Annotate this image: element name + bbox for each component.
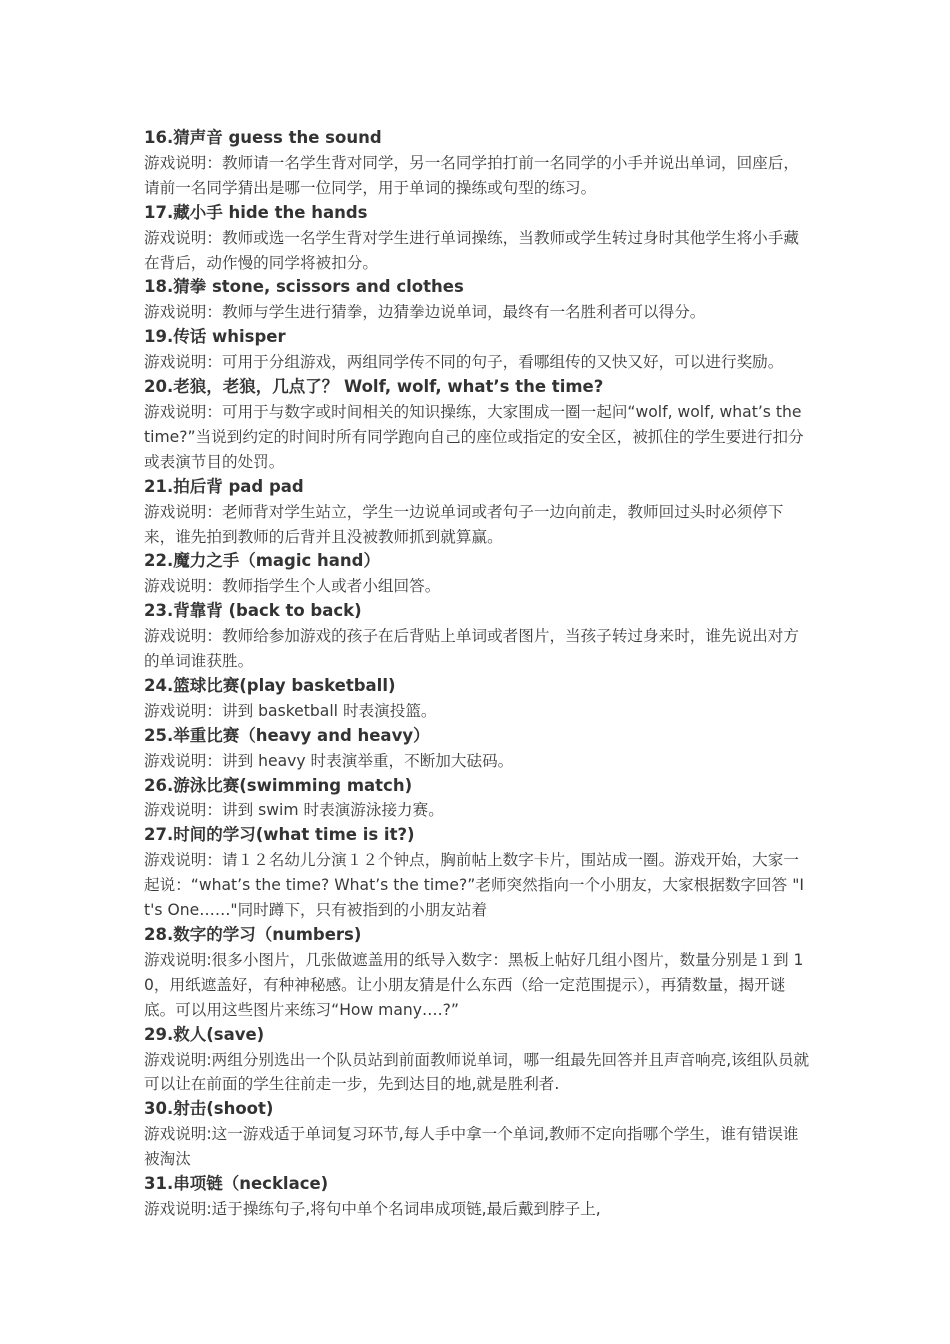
game-heading: 18.猜拳 stone, scissors and clothes — [144, 277, 464, 297]
game-entry-20 — [144, 375, 810, 475]
game-heading: 31.串项链（necklace) — [144, 1174, 329, 1194]
game-heading: 19.传话 whisper — [144, 327, 286, 347]
game-description: 游戏说明：请１２名幼儿分演１２个钟点，胸前帖上数字卡片，围站成一圈。游戏开始，大家一起说：“what’s the time? What’s the time?”老师突然指向一个小朋友，大家根据数字回答 "It's One……"同时蹲下，只有被指到的小朋友站着 — [144, 851, 804, 920]
game-entry-23 — [144, 599, 810, 674]
game-entry-19 — [144, 325, 810, 375]
game-heading: 17.藏小手 hide the hands — [144, 202, 368, 222]
game-heading: 28.数字的学习（numbers) — [144, 925, 362, 944]
game-description: 游戏说明：教师给参加游戏的孩子在后背贴上单词或者图片，当孩子转过身来时，谁先说出对方的单词谁获胜。 — [144, 627, 799, 671]
game-entry-21 — [144, 475, 810, 550]
document-page — [144, 126, 810, 1222]
game-description: 游戏说明:适于操练句子,将句中单个名词串成项链,最后戴到脖子上, — [144, 1199, 601, 1218]
game-description: 游戏说明:很多小图片，几张做遮盖用的纸导入数字：黑板上帖好几组小图片，数量分别是１到 10，用纸遮盖好，有种神秘感。让小朋友猜是什么东西（给一定范围提示），再猜数量，揭开谜底。可以用这些图片来练习“How many….?” — [144, 950, 804, 1019]
game-description: 游戏说明：讲到 swim 时表演游泳接力赛。 — [144, 801, 444, 820]
game-heading: 22.魔力之手（magic hand） — [144, 551, 380, 571]
game-entry-24 — [144, 674, 810, 724]
game-heading: 23.背靠背 (back to back) — [144, 601, 362, 621]
game-entry-16 — [144, 126, 810, 201]
game-entry-17 — [144, 201, 810, 276]
game-heading: 26.游泳比赛(swimming match) — [144, 775, 413, 795]
game-entry-28 — [144, 923, 810, 1023]
game-entry-31 — [144, 1172, 810, 1222]
game-heading: 16.猜声音 guess the sound — [144, 128, 382, 147]
game-description: 游戏说明：可用于与数字或时间相关的知识操练，大家围成一圈一起问“wolf, wolf, what’s the time?”当说到约定的时间时所有同学跑向自己的座位或指定的安全区，被抓住的学生要进行扣分或表演节目的处罚。 — [144, 402, 804, 471]
game-heading: 29.救人(save) — [144, 1024, 265, 1044]
game-entry-27 — [144, 823, 810, 923]
game-description: 游戏说明：教师与学生进行猜拳，边猜拳边说单词，最终有一名胜利者可以得分。 — [144, 303, 706, 322]
game-description: 游戏说明：老师背对学生站立，学生一边说单词或者句子一边向前走，教师回过头时必须停下来，谁先拍到教师的后背并且没被教师抓到就算赢。 — [144, 502, 784, 546]
game-description: 游戏说明:这一游戏适于单词复习环节,每人手中拿一个单词,教师不定向指哪个学生，谁有错误谁被淘汰 — [144, 1125, 799, 1169]
game-description: 游戏说明：可用于分组游戏，两组同学传不同的句子，看哪组传的又快又好，可以进行奖励。 — [144, 353, 784, 372]
game-description: 游戏说明：讲到 basketball 时表演投篮。 — [144, 701, 437, 720]
game-heading: 30.射击(shoot) — [144, 1099, 274, 1119]
game-entry-30 — [144, 1097, 810, 1172]
game-heading: 25.举重比赛（heavy and heavy） — [144, 725, 430, 745]
game-description: 游戏说明：教师请一名学生背对同学，另一名同学拍打前一名同学的小手并说出单词，回座后，请前一名同学猜出是哪一位同学，用于单词的操练或句型的练习。 — [144, 153, 799, 197]
game-entry-25 — [144, 724, 810, 774]
game-description: 游戏说明:两组分别选出一个队员站到前面教师说单词，哪一组最先回答并且声音响亮,该组队员就可以让在前面的学生往前走一步，先到达目的地,就是胜利者. — [144, 1050, 810, 1094]
game-description: 游戏说明：教师或选一名学生背对学生进行单词操练，当教师或学生转过身时其他学生将小手藏在背后，动作慢的同学将被扣分。 — [144, 228, 799, 272]
game-entry-26 — [144, 774, 810, 824]
game-description: 游戏说明：教师指学生个人或者小组回答。 — [144, 577, 441, 596]
game-heading: 27.时间的学习(what time is it?) — [144, 825, 415, 845]
game-entry-18 — [144, 275, 810, 325]
game-entry-22 — [144, 549, 810, 599]
game-heading: 20.老狼，老狼，几点了？ Wolf, wolf, what’s the time? — [144, 377, 604, 397]
game-description: 游戏说明：讲到 heavy 时表演举重，不断加大砝码。 — [144, 751, 514, 770]
game-heading: 21.拍后背 pad pad — [144, 476, 304, 496]
game-entry-29 — [144, 1023, 810, 1098]
game-heading: 24.篮球比赛(play basketball) — [144, 675, 396, 695]
